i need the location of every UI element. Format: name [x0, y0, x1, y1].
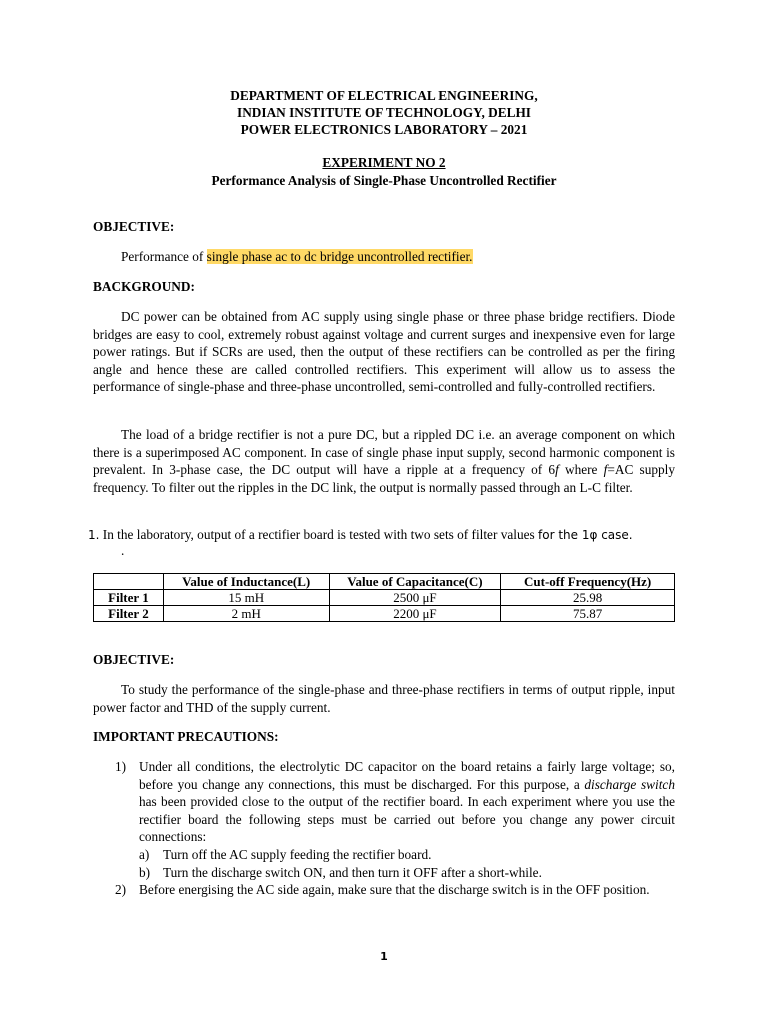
table-cell: 2500 μF: [329, 590, 501, 606]
objective-text-2: To study the performance of the single-phase and three-phase rectifiers in terms of output ripple, input power factor and THD of the supply current.: [93, 682, 675, 715]
para2-part-b: where: [558, 462, 604, 477]
item1-tail: for the 1φ case.: [538, 528, 633, 542]
table-cell: 75.87: [501, 606, 675, 622]
table-cell: 2200 μF: [329, 606, 501, 622]
precaution-1-emphasis: discharge switch: [584, 776, 675, 792]
experiment-title: EXPERIMENT NO 2: [322, 155, 446, 170]
background-paragraph-1: DC power can be obtained from AC supply using single phase or three phase bridge rectifiers. Diode bridges are easy to cool, extremely robust against voltage and current surges and inexpensive even for large power ratings. But if SCRs are used, then the output of these rectifiers can be controlled as per the firing angle and hence these are called controlled rectifiers. This experiment will allow us to assess the performance of single-phase and three-phase uncontrolled, semi-controlled and fully-controlled rectifiers.: [93, 309, 675, 394]
table-row-label: Filter 1: [94, 590, 164, 606]
table-cell: 15 mH: [163, 590, 329, 606]
table-header-row: [94, 574, 675, 590]
department-title: DEPARTMENT OF ELECTRICAL ENGINEERING,: [230, 88, 538, 103]
precaution-1-part-b: has been provided close to the output of the rectifier board. In each experiment where you use the rectifier board the following steps must be carried out before you change any power circuit connections:: [139, 794, 675, 844]
objective-heading-2: OBJECTIVE:: [93, 652, 175, 667]
numbered-item-1: [88, 526, 688, 545]
subitem-text: Turn off the AC supply feeding the rectifier board.: [163, 847, 432, 862]
table-header-cell: Cut-off Frequency(Hz): [501, 574, 675, 590]
objective-heading: OBJECTIVE:: [93, 219, 175, 234]
table-row-label: Filter 2: [94, 606, 164, 622]
table-cell: 2 mH: [163, 606, 329, 622]
subitem-text: Turn the discharge switch ON, and then turn it OFF after a short-while.: [163, 865, 542, 880]
item1-text: In the laboratory, output of a rectifier board is tested with two sets of filter values: [102, 527, 539, 542]
precaution-1-part-a: Under all conditions, the electrolytic DC capacitor on the board retains a fairly large voltage; so, before you change any connections, this must be discharged. For this purpose, a: [139, 759, 675, 792]
table-row: [94, 606, 675, 622]
subitem-letter: a): [139, 847, 150, 862]
item1-number: 1.: [88, 528, 100, 542]
precaution-number: 2): [115, 882, 127, 897]
background-paragraph-2: [93, 426, 675, 496]
para2-f2: f: [603, 462, 608, 477]
institute-title: INDIAN INSTITUTE OF TECHNOLOGY, DELHI: [237, 105, 531, 120]
table-row: [94, 590, 675, 606]
table-header-cell: [94, 574, 164, 590]
objective-text: [93, 248, 675, 266]
filter-table: [93, 573, 675, 622]
page-number: 1: [380, 950, 388, 963]
objective-prefix: Performance of: [121, 249, 207, 264]
stray-dot: .: [121, 543, 125, 558]
table-header-cell: Value of Inductance(L): [163, 574, 329, 590]
lab-title: POWER ELECTRONICS LABORATORY – 2021: [240, 122, 528, 137]
experiment-subtitle: Performance Analysis of Single-Phase Uncontrolled Rectifier: [211, 173, 557, 188]
precaution-number: 1): [115, 759, 127, 774]
precautions-heading: IMPORTANT PRECAUTIONS:: [93, 729, 279, 744]
para2-part-a: The load of a bridge rectifier is not a pure DC, but a rippled DC i.e. an average component on which there is a superimposed AC component. In case of single phase input supply, second harmonic component is prevalent. In 3-phase case, the DC output will have a ripple at a frequency of 6: [93, 427, 675, 477]
precaution-text: [139, 758, 675, 846]
background-heading: BACKGROUND:: [93, 279, 195, 294]
table-cell: 25.98: [501, 590, 675, 606]
para2-f1: f: [555, 462, 559, 477]
para2-part-c: =AC supply frequency. To filter out the ripples in the DC link, the output is normally passed through an L-C filter.: [93, 462, 675, 495]
subitem-letter: b): [139, 865, 151, 880]
objective-highlight: single phase ac to dc bridge uncontrolled rectifier.: [206, 249, 473, 264]
table-header-cell: Value of Capacitance(C): [329, 574, 501, 590]
precaution-text: Before energising the AC side again, make sure that the discharge switch is in the OFF position.: [139, 882, 650, 897]
